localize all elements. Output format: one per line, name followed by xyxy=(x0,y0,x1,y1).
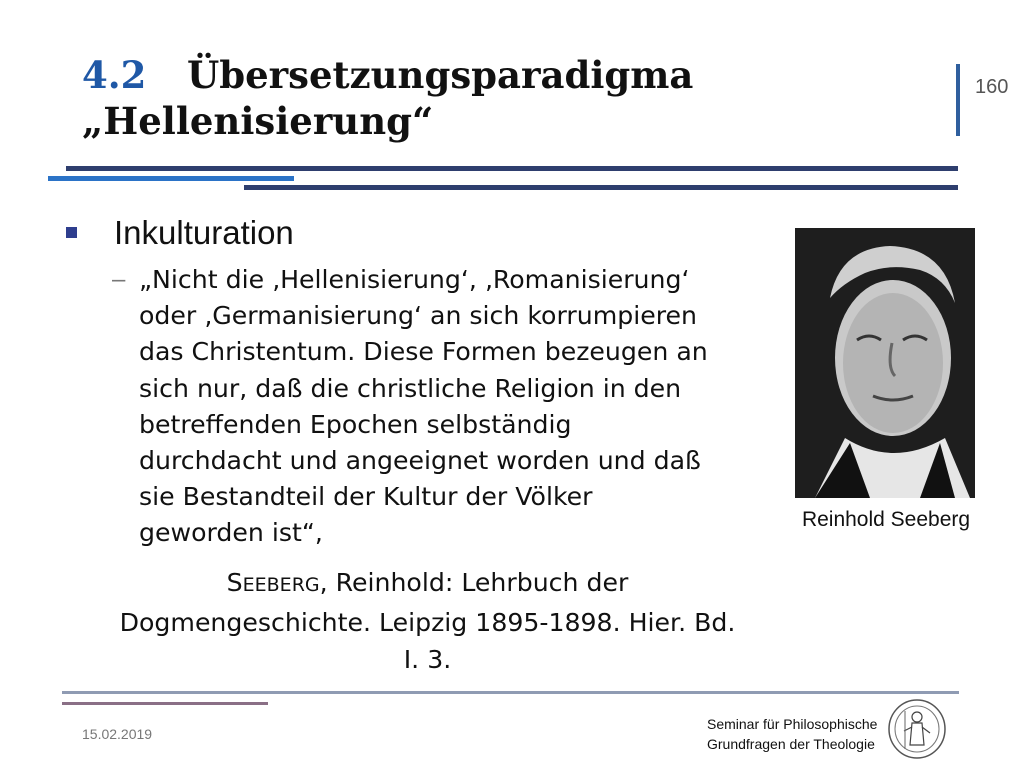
section-number: 4.2 xyxy=(82,53,147,97)
square-bullet-icon xyxy=(66,227,77,238)
quote-line: betreffenden Epochen selbständig xyxy=(139,409,572,439)
title-rule-accent xyxy=(48,176,294,181)
citation-line-1: , Reinhold: Lehrbuch der xyxy=(319,568,629,597)
quote-line: oder ‚Germanisierung‘ an sich korrumpieren xyxy=(139,301,697,331)
title-line-1: Übersetzungsparadigma xyxy=(187,53,694,97)
footer-seminar xyxy=(707,714,885,754)
citation-line-3: I. 3. xyxy=(403,645,452,674)
quote-line: das Christentum. Diese Formen bezeugen an xyxy=(139,337,708,367)
quote-line: sie Bestandteil der Kultur der Völker xyxy=(139,482,593,512)
portrait-illustration xyxy=(795,228,975,498)
portrait-photo xyxy=(795,228,975,498)
footer-rule xyxy=(62,691,959,694)
title-rule-top xyxy=(66,166,958,171)
dash-bullet-icon: – xyxy=(112,266,126,293)
quote-line: durchdacht und angeeignet worden und daß xyxy=(139,446,701,476)
citation-line-2: Dogmengeschichte. Leipzig 1895-1898. Hier. Bd. xyxy=(119,608,736,637)
title-line-2: „Hellenisierung“ xyxy=(82,99,434,143)
page-number: 160 xyxy=(975,76,1009,98)
quote-line: sich nur, daß die christliche Religion in den xyxy=(139,373,682,403)
page-number-divider xyxy=(956,64,960,136)
bullet-heading: Inkulturation xyxy=(114,214,294,251)
seminar-line-1: Seminar für Philosophische xyxy=(707,716,878,732)
quote-line: geworden ist“, xyxy=(139,518,323,548)
citation xyxy=(70,564,785,678)
university-seal-icon xyxy=(886,697,948,761)
slide-title xyxy=(82,52,942,144)
seminar-line-2: Grundfragen der Theologie xyxy=(707,736,875,752)
title-rule-bottom xyxy=(244,185,958,190)
citation-author-initial: S xyxy=(226,568,243,597)
quote-text xyxy=(139,262,769,552)
footer-rule-accent xyxy=(62,702,268,705)
quote-line: „Nicht die ‚Hellenisierung‘, ‚Romanisierung‘ xyxy=(139,265,690,294)
portrait-caption: Reinhold Seeberg xyxy=(801,508,971,531)
footer-date: 15.02.2019 xyxy=(82,726,153,742)
citation-author-rest: EEBERG xyxy=(242,574,320,596)
